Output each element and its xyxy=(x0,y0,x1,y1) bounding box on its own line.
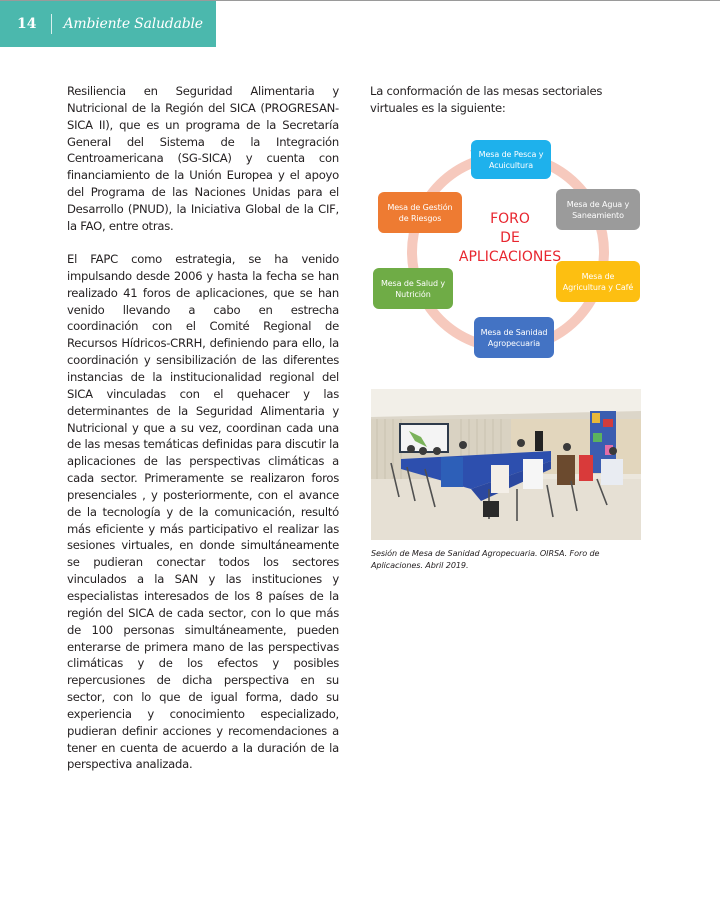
mesas-sectoriales-diagram xyxy=(370,130,645,365)
node-salud-nutricion: Mesa de Salud y Nutrición xyxy=(373,268,453,309)
photo-caption: Sesión de Mesa de Sanidad Agropecuaria. OIRSA. Foro de Aplicaciones. Abril 2019. xyxy=(371,548,600,570)
center-label-line: APLICACIONES xyxy=(458,249,562,265)
diagram-intro-text: La conformación de las mesas sectoriales virtuales es la siguiente: xyxy=(370,84,603,115)
right-column xyxy=(370,83,642,117)
paragraph: Resiliencia en Seguridad Alimentaria y Nutricional de la Región del SICA (PROGRESAN-SICA II), que es un programa de la Secretaría General del Sistema de la Integración Centroamericana (SG-SICA) y cuenta con financiamiento de la Unión Europea y el apoyo del Programa de las Naciones Unidas para el Desarrollo (PNUD), la Iniciativa Global de la CIF, la FAO, entre otras. xyxy=(67,84,339,233)
center-label-line: DE xyxy=(500,230,520,246)
node-agua-saneamiento: Mesa de Agua y Saneamiento xyxy=(556,189,640,230)
node-agricultura-cafe: Mesa de Agricultura y Café xyxy=(556,261,640,302)
meeting-photo xyxy=(371,389,641,540)
page-header xyxy=(0,1,216,47)
node-sanidad-agropecuaria: Mesa de Sanidad Agropecuaria xyxy=(474,317,554,358)
left-column-text xyxy=(67,83,339,773)
diagram-center-label xyxy=(450,210,570,267)
node-pesca-acuicultura: Mesa de Pesca y Acuicultura xyxy=(471,140,551,179)
paragraph: El FAPC como estrategia, se ha venido impulsando desde 2006 y hasta la fecha se han realizado 41 foros de aplicaciones, que se han venido llevando a cabo en estrecha coordinación con el Comité Regional de Recursos Hídricos-CRRH, definiendo para ello, la coordinación y sensibilización de las diferentes instancias de la institucionalidad regional del SICA vinculadas con el quehacer y las determinantes de la Seguridad Alimentaria y Nutricional y que a su vez, coordinan cada una de las mesas temáticas definidas para discutir la aplicaciones de las perspectivas climáticas a cada sector. Primeramente se realizaron foros presenciales , y posteriormente, con el avance de la tecnología y de la comunicación, resultó más eficiente y más participativo el realizar las sesiones virtuales, en donde simultáneamente se pudieran conectar todos los sectores vinculados a la SAN y las instituciones y especialistas interesados de los 8 países de la región del SICA de cada sector, con lo que más de 100 personas simultáneamente, pueden enterarse de primera mano de las perspectivas climáticas y de los efectos y posibles repercusiones de dicha perspectiva en su sector, con lo que de igual forma, dado su experiencia y conocimiento especializado, pudieran definir acciones y recomendaciones a tener en cuenta de acuerdo a la duración de la perspectiva analizada. xyxy=(67,252,339,772)
node-gestion-riesgos: Mesa de Gestión de Riesgos xyxy=(378,192,462,233)
center-label-line: FORO xyxy=(490,211,530,227)
header-divider xyxy=(51,14,52,34)
section-title: Ambiente Saludable xyxy=(63,16,203,32)
page-number: 14 xyxy=(17,16,37,32)
meeting-photo-illustration xyxy=(371,389,641,540)
